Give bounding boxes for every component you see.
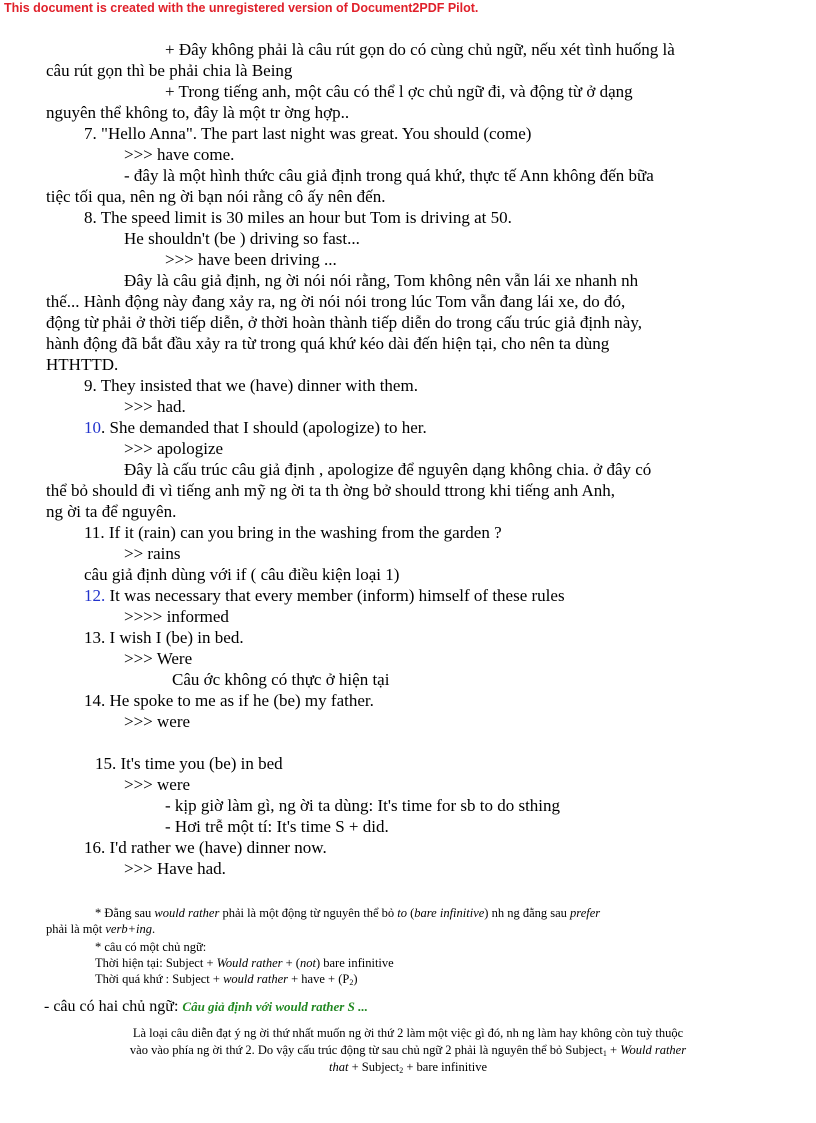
note-text: ) nh ng đằng sau (484, 906, 571, 920)
note-text: . (152, 922, 156, 936)
subscript: 1 (602, 1049, 607, 1058)
note-text: phải là một động từ nguyên thể bỏ (219, 906, 398, 920)
exercise-7: 7. "Hello Anna". The part last night was great. You should (come) (84, 124, 532, 143)
exercise-15: 15. It's time you (be) in bed (95, 754, 283, 773)
text-line: động từ phải ở thời tiếp diễn, ở thời hoàn thành tiếp diễn do trong cấu trúc giả định này, (46, 313, 642, 332)
note-italic: prefer (570, 906, 601, 920)
text-line: He shouldn't (be ) driving so fast... (124, 229, 360, 248)
exercise-16: 16. I'd rather we (have) dinner now. (84, 838, 327, 857)
answer-10: >>> apologize (124, 439, 224, 458)
exercise-8: 8. The speed limit is 30 miles an hour but Tom is driving at 50. (84, 208, 512, 227)
text-line: + Trong tiếng anh, một câu có thể l ợc chủ ngữ đi, và động từ ở dạng (165, 82, 633, 101)
note-italic: would rather (154, 906, 220, 920)
section-heading (44, 997, 368, 1017)
note-italic: not (299, 956, 316, 970)
answer-15: >>> were (124, 775, 191, 794)
note-text: ) (353, 972, 358, 986)
note-italic: Would rather (216, 956, 283, 970)
note-line (95, 972, 357, 990)
exercise-12 (84, 586, 565, 606)
note-text: Thời hiện tại: Subject + (95, 956, 217, 970)
paragraph-italic: that (328, 1060, 349, 1074)
note-italic: verb+ing (105, 922, 152, 936)
exercise-14: 14. He spoke to me as if he (be) my father. (84, 691, 374, 710)
text-line: Câu ớc không có thực ở hiện tại (172, 670, 390, 689)
exercise-11: 11. If it (rain) can you bring in the washing from the garden ? (84, 523, 502, 542)
note-line (95, 956, 394, 971)
note-text: * Đằng sau (95, 906, 155, 920)
heading-highlight: Câu giả định với would rather S ... (182, 999, 368, 1014)
text-line: Đây là cấu trúc câu giả định , apologize để nguyên dạng không chia. ở đây có (124, 460, 652, 479)
note-italic: to (397, 906, 407, 920)
note-text: + have + (P (288, 972, 350, 986)
text-line: nguyên thể không to, đây là một tr ờng hợp.. (46, 103, 350, 122)
text-line: thế... Hành động này đang xảy ra, ng ời nói nói trong lúc Tom vẫn đang lái xe, do đó, (46, 292, 626, 311)
note-text: ) bare infinitive (315, 956, 394, 970)
text-line: câu giả định dùng với if ( câu điều kiện loại 1) (84, 565, 400, 584)
paragraph-text: + Subject (348, 1060, 400, 1074)
paragraph-line (0, 1060, 816, 1078)
note-italic: would rather (223, 972, 288, 986)
paragraph-text: + bare infinitive (403, 1060, 487, 1074)
note-line: * câu có một chủ ngữ: (95, 940, 207, 954)
exercise-number: 10 (84, 418, 101, 437)
answer-8: >>> have been driving ... (165, 250, 337, 269)
note-line (46, 922, 155, 937)
note-line (95, 906, 600, 921)
text-line: ng ời ta để nguyên. (46, 502, 177, 521)
answer-7: >>> have come. (124, 145, 235, 164)
text-line: tiệc tối qua, nên ng ời bạn nói rằng cô ấy nên đến. (46, 187, 386, 206)
answer-11: >> rains (124, 544, 181, 563)
paragraph-line: Là loại câu diễn đạt ý ng ời thứ nhất muốn ng ời thứ 2 làm một việc gì đó, nh ng làm hay không còn tuỳ thuộc (132, 1026, 684, 1040)
text-line: + Đây không phải là câu rút gọn do có cùng chủ ngữ, nếu xét tình huống là (165, 40, 675, 59)
text-line: hành động đã bắt đầu xảy ra từ trong quá khứ kéo dài đến hiện tại, cho nên ta dùng (46, 334, 610, 353)
exercise-10 (84, 418, 427, 438)
paragraph-text: vào vào phía ng ời thứ 2. Do vậy cấu trúc động từ sau chủ ngữ 2 phải là nguyên thể bỏ Subject (129, 1043, 603, 1057)
answer-14: >>> were (124, 712, 191, 731)
exercise-13: 13. I wish I (be) in bed. (84, 628, 244, 647)
paragraph-italic: Would rather (620, 1043, 687, 1057)
note-text: Thời quá khứ : Subject + (95, 972, 224, 986)
exercise-9: 9. They insisted that we (have) dinner with them. (84, 376, 418, 395)
text-line: - kịp giờ làm gì, ng ời ta dùng: It's time for sb to do sthing (165, 796, 561, 815)
answer-13: >>> Were (124, 649, 193, 668)
unregistered-watermark: This document is created with the unregistered version of Document2PDF Pilot. (4, 1, 479, 15)
text-line: - Hơi trễ một tí: It's time S + did. (165, 817, 389, 836)
answer-12: >>>> informed (124, 607, 229, 626)
paragraph-line (0, 1043, 816, 1061)
answer-9: >>> had. (124, 397, 186, 416)
text-line: - đây là một hình thức câu giả định trong quá khứ, thực tế Ann không đến bữa (124, 166, 654, 185)
exercise-text: It was necessary that every member (inform) himself of these rules (105, 586, 565, 605)
text-line: Đây là câu giả định, ng ời nói nói rằng, Tom không nên vẫn lái xe nhanh nh (124, 271, 639, 290)
note-italic: bare infinitive (414, 906, 485, 920)
answer-16: >>> Have had. (124, 859, 226, 878)
subscript: 2 (399, 1066, 404, 1075)
exercise-text: . She demanded that I should (apologize) to her. (101, 418, 427, 437)
heading-text: - câu có hai chủ ngữ: (44, 998, 183, 1015)
exercise-number: 12. (84, 586, 106, 605)
note-text: phải là một (46, 922, 106, 936)
paragraph-text: + (606, 1043, 621, 1057)
text-line: câu rút gọn thì be phải chia là Being (46, 61, 293, 80)
text-line: HTHTTD. (46, 355, 119, 374)
text-line: thể bỏ should đi vì tiếng anh mỹ ng ời ta th ờng bở should ttrong khi tiếng anh Anh, (46, 481, 616, 500)
note-text: + ( (282, 956, 300, 970)
note-text: ( (406, 906, 415, 920)
subscript: 2 (349, 978, 354, 987)
